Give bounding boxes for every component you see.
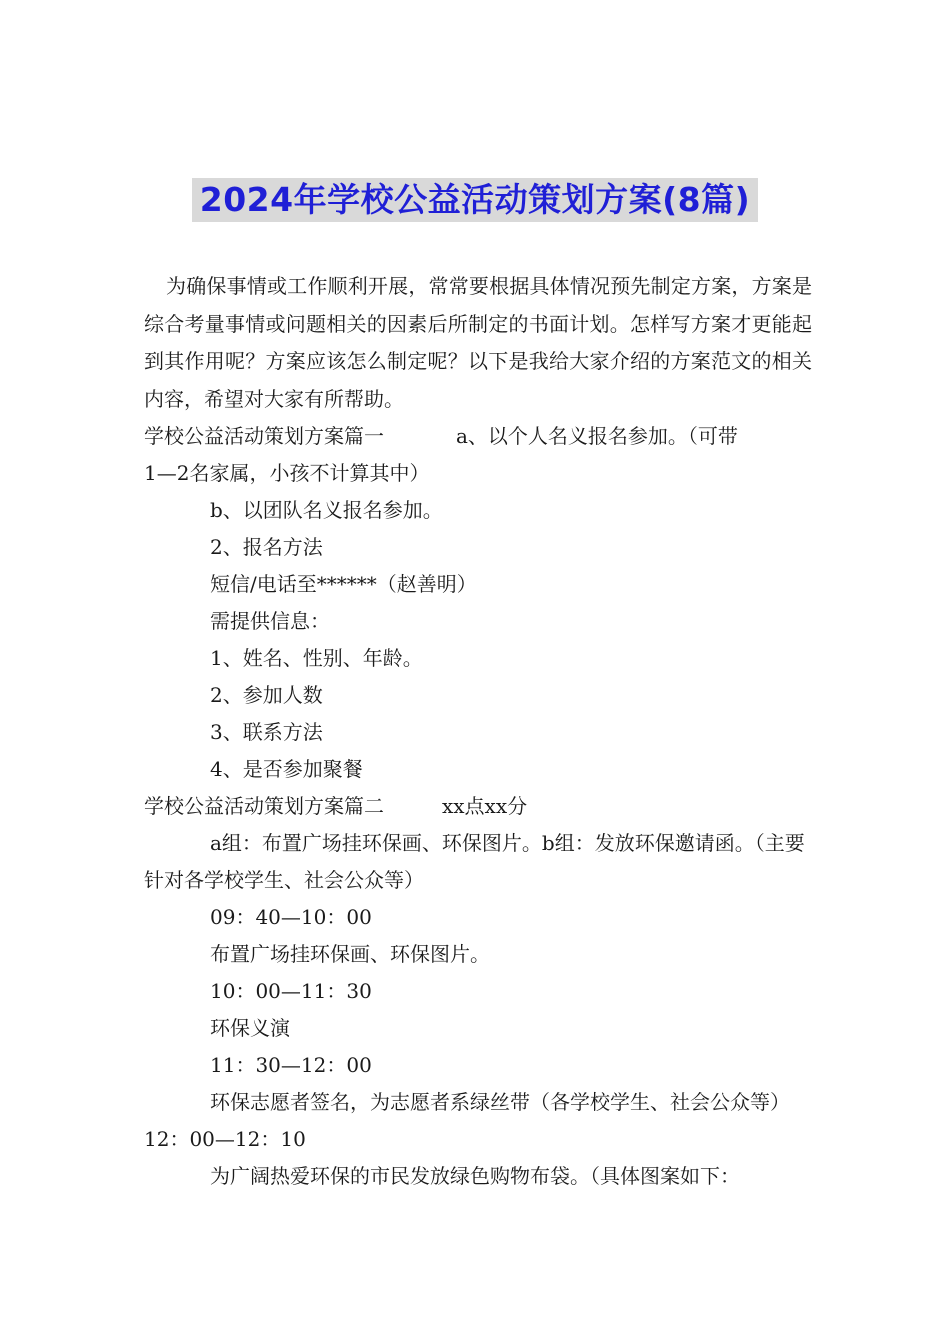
activity-4: 为广阔热爱环保的市民发放绿色购物布袋。（具体图案如下：	[210, 1164, 740, 1188]
line-info-1: 1、姓名、性别、年龄。	[210, 646, 423, 670]
line-groups: a组：布置广场挂环保画、环保图片。b组：发放环保邀请函。（主要针对各学校学生、社会公众等）	[144, 831, 805, 892]
document-title: 2024年学校公益活动策划方案(8篇)	[192, 178, 758, 222]
time-2: 10：00—11：30	[210, 979, 372, 1003]
document-body	[144, 268, 814, 1195]
time-1: 09：40—10：00	[210, 905, 372, 929]
line-info-4: 4、是否参加聚餐	[210, 757, 363, 781]
section1-line-a: a、以个人名义报名参加。（可带	[456, 424, 738, 448]
section2-heading: 学校公益活动策划方案篇二	[144, 794, 384, 818]
section1-line	[144, 418, 814, 455]
activity-3: 环保志愿者签名，为志愿者系绿丝带（各学校学生、社会公众等）12：00—12：10	[144, 1090, 790, 1151]
section2-time: xx点xx分	[442, 794, 528, 818]
section1-heading: 学校公益活动策划方案篇一	[144, 424, 384, 448]
line-info-2: 2、参加人数	[210, 683, 323, 707]
line-sms: 短信/电话至******（赵善明）	[210, 572, 477, 596]
time-3: 11：30—12：00	[210, 1053, 372, 1077]
activity-2: 环保义演	[210, 1016, 290, 1040]
section1-line-a-continued: 1—2名家属，小孩不计算其中）	[144, 461, 430, 485]
intro-paragraph: 为确保事情或工作顺利开展，常常要根据具体情况预先制定方案，方案是综合考量事情或问题相关的因素后所制定的书面计划。怎样写方案才更能起到其作用呢？方案应该怎么制定呢？以下是我给大家介绍的方案范文的相关内容，希望对大家有所帮助。	[144, 274, 812, 411]
line-info-needed: 需提供信息：	[210, 609, 330, 633]
line-signup-method: 2、报名方法	[210, 535, 323, 559]
line-info-3: 3、联系方法	[210, 720, 323, 744]
line-b: b、以团队名义报名参加。	[210, 498, 443, 522]
section2-line	[144, 788, 814, 825]
title-container	[0, 178, 950, 222]
activity-1: 布置广场挂环保画、环保图片。	[210, 942, 490, 966]
